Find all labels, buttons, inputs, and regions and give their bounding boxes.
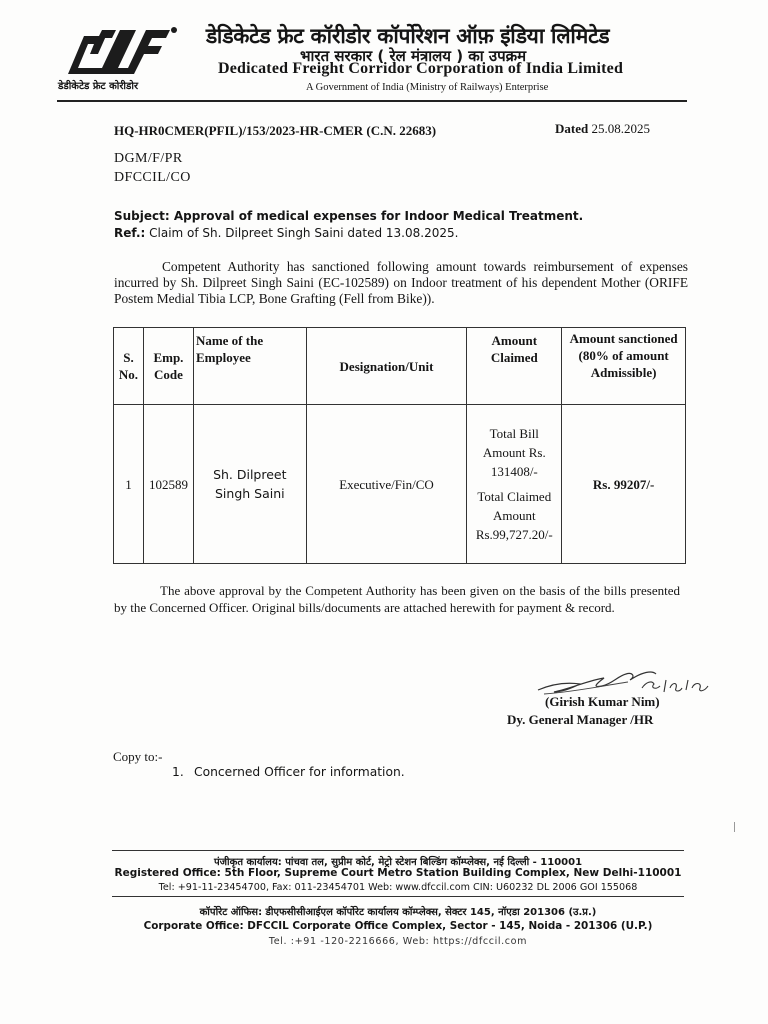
company-subtitle: A Government of India (Ministry of Railways) Enterprise [306, 82, 549, 93]
reference-number: HQ-HR0CMER(PFIL)/153/2023-HR-CMER (C.N. 22683) [114, 123, 437, 138]
footer-divider-1 [112, 850, 684, 851]
copy-to-item [172, 765, 405, 779]
ref-label: Ref.: [114, 226, 146, 240]
dfc-logo-mark-icon [62, 24, 182, 80]
scan-mark [734, 822, 739, 832]
cell-name: Sh. Dilpreet Singh Saini [193, 405, 306, 564]
header-sno: S. No. [114, 328, 144, 405]
ministry-hindi: भारत सरकार ( रेल मंत्रालय ) का उपक्रम [300, 47, 527, 65]
corporate-office-contact: Tel. :+91 -120-2216666, Web: https://dfccil.com [268, 936, 528, 947]
letterhead-divider [57, 100, 687, 102]
signer-designation: Dy. General Manager /HR [507, 712, 654, 727]
cell-amount-claimed [467, 405, 562, 564]
header-amount-claimed: Amount Claimed [467, 328, 562, 405]
body-paragraph-text: Competent Authority has sanctioned following amount towards reimbursement of expenses incurred by Sh. Dilpreet Singh Saini (EC-102589) on Indoor treatment of his dependent Mother (ORIFE Postem Medial Tibia LCP, Bone Grafting (Fell from Bike)). [114, 259, 688, 306]
header-designation: Designation/Unit [306, 328, 467, 405]
claimed-total-claimed: Total Claimed Amount Rs.99,727.20/- [475, 489, 553, 542]
addressee-line-1: DGM/F/PR [114, 151, 183, 166]
letter-date [555, 121, 650, 137]
cell-sno: 1 [114, 405, 144, 564]
claimed-total-bill: Total Bill Amount Rs. 131408/- [482, 426, 546, 479]
cell-designation: Executive/Fin/CO [306, 405, 467, 564]
logo-caption: डेडीकेटेड फ्रेट कोरीडोर [58, 81, 139, 92]
registered-office-contact: Tel: +91-11-23454700, Fax: 011-23454701 Web: www.dfccil.com CIN: U60232 DL 2006 GOI 155068 [158, 882, 638, 893]
closing-paragraph-text: The above approval by the Competent Authority has been given on the basis of the bills presented by the Concerned Officer. Original bills/documents are attached herewith for payment & record. [114, 583, 680, 615]
addressee-line-2: DFCCIL/CO [114, 170, 191, 185]
closing-paragraph [114, 582, 680, 616]
reference-line [114, 226, 458, 240]
registered-office-english: Registered Office: 5th Floor, Supreme Court Metro Station Building Complex, New Delhi-110001 [114, 867, 682, 879]
table-header-row [114, 328, 686, 405]
ref-text: Claim of Sh. Dilpreet Singh Saini dated 13.08.2025. [149, 226, 459, 240]
dated-value: 25.08.2025 [591, 121, 650, 136]
header-emp-code: Emp. Code [143, 328, 193, 405]
claims-table [113, 327, 686, 564]
subject-line [114, 209, 583, 223]
copy-to-item-number: 1. [172, 765, 184, 779]
body-paragraph [114, 259, 688, 307]
company-name-hindi: डेडिकेटेड फ्रेट कॉरीडोर कॉर्पोरेशन ऑफ़ इंडिया लिमिटेड [206, 24, 610, 48]
table-row [114, 405, 686, 564]
dated-label: Dated [555, 121, 589, 136]
corporate-office-english: Corporate Office: DFCCIL Corporate Office Complex, Sector - 145, Noida - 201306 (U.P.) [143, 920, 653, 932]
corporate-office-hindi: कॉर्पोरेट ऑफिस: डीएफसीसीआईएल कॉर्पोरेट कार्यालय कॉम्प्लेक्स, सेक्टर 145, नॉएडा 201306 (उ.प्र.) [199, 907, 597, 918]
subject-text: Approval of medical expenses for Indoor Medical Treatment. [173, 209, 584, 223]
footer-divider-2 [112, 896, 684, 897]
signer-name: (Girish Kumar Nim) [545, 694, 660, 709]
subject-label: Subject: [114, 209, 170, 223]
cell-emp-code: 102589 [143, 405, 193, 564]
cell-amount-sanctioned: Rs. 99207/- [562, 405, 686, 564]
registered-office-hindi: पंजीकृत कार्यालय: पांचवा तल, सुप्रीम कोर्ट, मेट्रो स्टेशन बिल्डिंग कॉम्प्लेक्स, नई दिल्ली - 110001 [213, 857, 583, 868]
header-amount-sanctioned: Amount sanctioned (80% of amount Admissible) [562, 328, 686, 405]
copy-to-label: Copy to:- [113, 749, 163, 764]
copy-to-item-text: Concerned Officer for information. [194, 765, 405, 779]
header-name: Name of the Employee [193, 328, 306, 405]
company-name-english: Dedicated Freight Corridor Corporation of India Limited [218, 60, 624, 77]
